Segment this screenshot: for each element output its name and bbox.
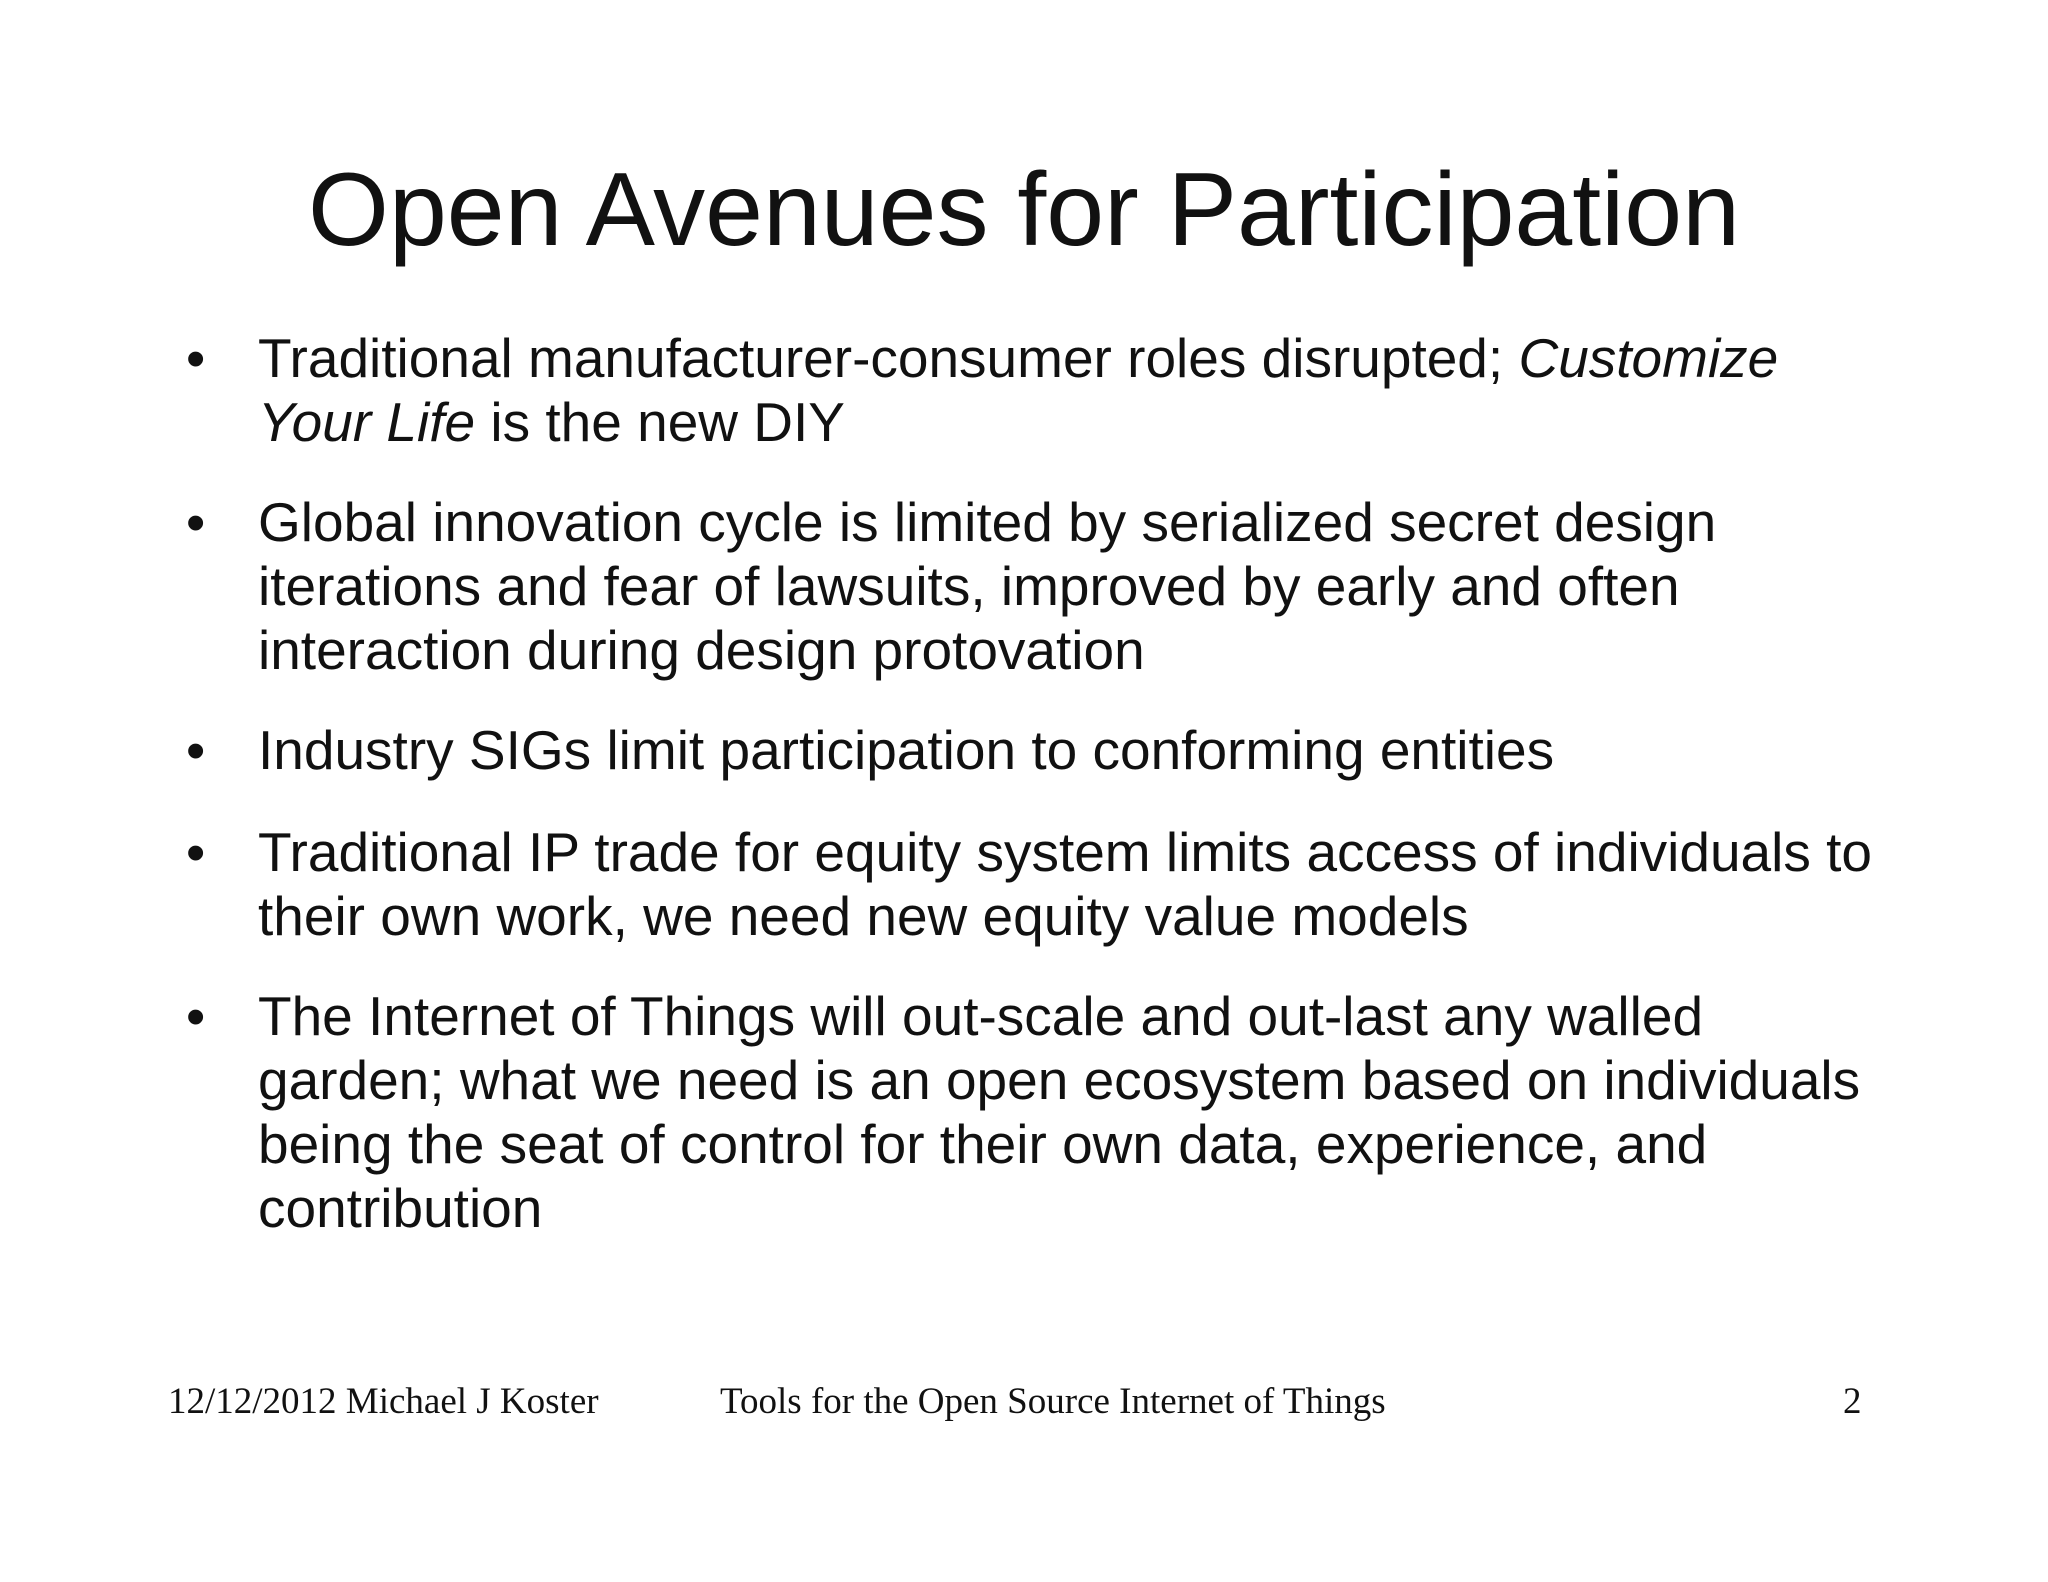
bullet-marker: • <box>186 327 206 389</box>
bullet-text-emphasis: Customize Your Life <box>258 327 1779 453</box>
bullet-item <box>180 326 1880 454</box>
bullet-item <box>180 820 1880 948</box>
bullet-list <box>180 326 1880 1276</box>
slide-title: Open Avenues for Participation <box>308 152 1740 268</box>
bullet-item <box>180 718 1880 782</box>
bullet-item <box>180 984 1880 1240</box>
bullet-item <box>180 490 1880 682</box>
bullet-text-segment: Traditional IP trade for equity system limits access of individuals to their own work, we need new equity value models <box>258 821 1873 947</box>
footer-date-author: 12/12/2012 Michael J Koster <box>168 1381 599 1422</box>
bullet-marker: • <box>186 491 206 553</box>
bullet-text-segment: Traditional manufacturer-consumer roles disrupted; <box>258 327 1519 389</box>
bullet-text-segment: is the new DIY <box>475 391 845 453</box>
bullet-marker: • <box>186 719 206 781</box>
bullet-text-segment: The Internet of Things will out-scale and out-last any walled garden; what we need is an open ecosystem based on individuals being the seat of control for their own data, experience, and contribution <box>258 985 1861 1239</box>
bullet-marker: • <box>186 821 206 883</box>
bullet-text-segment: Global innovation cycle is limited by serialized secret design iterations and fear of lawsuits, improved by early and often interaction during design protovation <box>258 491 1717 681</box>
footer-page-number: 2 <box>1843 1381 1862 1422</box>
bullet-marker: • <box>186 985 206 1047</box>
footer-presentation-title: Tools for the Open Source Internet of Things <box>720 1381 1386 1422</box>
bullet-text-segment: Industry SIGs limit participation to conforming entities <box>258 719 1555 781</box>
